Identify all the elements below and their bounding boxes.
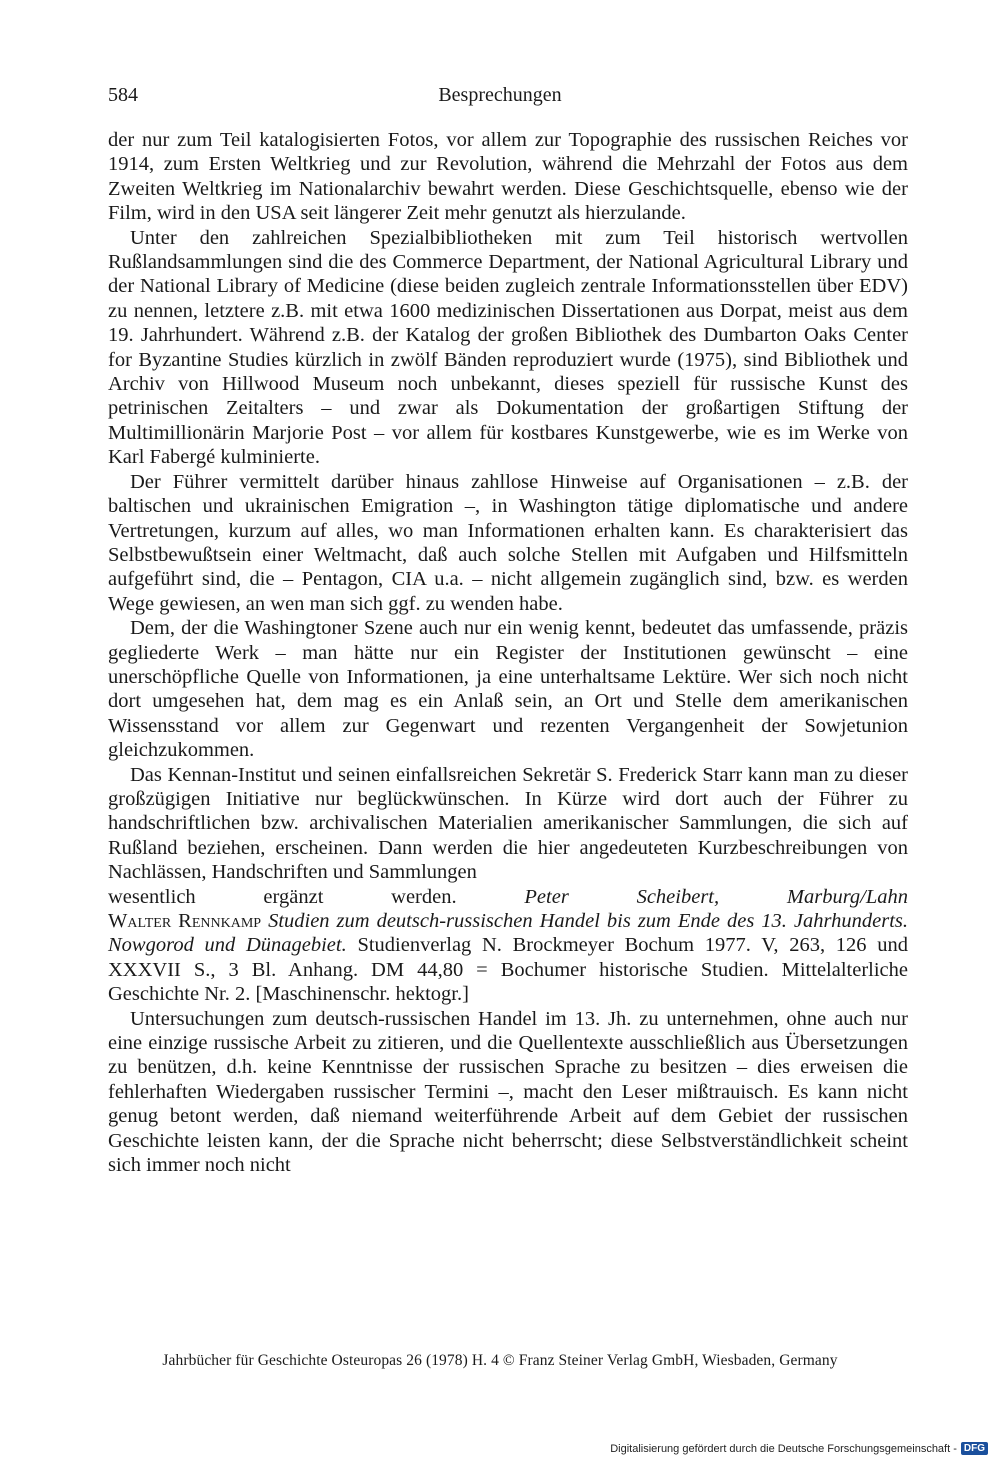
page-number: 584 bbox=[108, 84, 138, 106]
digitization-text: Digitalisierung gefördert durch die Deutsche Forschungsgemeinschaft - bbox=[610, 1442, 957, 1455]
paragraph-5-end: wesentlich ergänzt werden. bbox=[108, 885, 457, 908]
body-text bbox=[108, 128, 908, 1177]
review-author: Walter Rennkamp bbox=[108, 910, 262, 932]
paragraph-5-text: Das Kennan-Institut und seinen einfallsreichen Sekretär S. Frederick Starr kann man zu dieser großzügigen Initiative nur beglückwünschen. In Kürze wird dort auch der Führer zu handschriftlichen bzw. archivalischen Materialien amerikanischer Sammlungen, die sich auf Rußland beziehen, erscheinen. Dann werden die hier angedeuteten Kurzbeschreibungen von Nachlässen, Handschriften und Sammlungen bbox=[108, 763, 908, 884]
review-body: Untersuchungen zum deutsch-russischen Handel im 13. Jh. zu unternehmen, ohne auch nur eine einzige russische Arbeit zu zitieren, und die Quellentexte ausschließlich aus Übersetzungen zu benützen, d.h. keine Kenntnisse der russischen Sprache zu besitzen – dies erweisen die fehlerhaften Wiedergaben russischer Termini –, macht den Leser mißtrauisch. Es kann nicht genug betont werden, daß niemand weiterführende Arbeit auf dem Gebiet der russischen Geschichte leisten kann, der die Sprache nicht beherrscht; diese Selbstverständlichkeit scheint sich immer noch nicht bbox=[108, 1007, 908, 1177]
reviewer-signature: Peter Scheibert, Marburg/Lahn bbox=[524, 885, 909, 908]
paragraph-2: Unter den zahlreichen Spezialbibliotheken mit zum Teil historisch wertvollen Rußlandsammlungen sind die des Commerce Department, der National Agricultural Library und der National Library of Medicine (diese beiden zugleich zentrale Informationsstellen über EDV) zu nennen, letztere z.B. mit etwa 1600 medizinischen Dissertationen aus Dorpat, meist aus dem 19. Jahrhundert. Während z.B. der Katalog der großen Bibliothek des Dumbarton Oaks Center for Byzantine Studies kürzlich in zwölf Bänden reproduziert wurde (1975), sind Bibliothek und Archiv von Hillwood Museum noch unbekannt, dieses speziell für russische Kunst des petrinischen Zeitalters – und zwar als Dokumentation der großartigen Stiftung der Multimillionärin Marjorie Post – vor allem für kostbares Kunstgewerbe, wie es im Werke von Karl Fabergé kulminierte. bbox=[108, 226, 908, 469]
paragraph-5 bbox=[108, 763, 908, 885]
signature-line bbox=[108, 885, 908, 909]
dfg-logo-icon: DFG bbox=[961, 1442, 988, 1455]
running-head: Besprechungen bbox=[438, 84, 562, 106]
journal-footer: Jahrbücher für Geschichte Osteuropas 26 (1978) H. 4 © Franz Steiner Verlag GmbH, Wiesbaden, Germany bbox=[162, 1352, 838, 1369]
digitization-note bbox=[610, 1442, 988, 1455]
review-publication: Studienverlag N. Brockmeyer Bochum 1977. V, 263, 126 und XXXVII S., 3 Bl. Anhang. DM 44,80 = Bochumer historische Studien. Mittelalterliche Geschichte Nr. 2. [Maschinenschr. hektogr.] bbox=[108, 934, 908, 1006]
paragraph-4: Dem, der die Washingtoner Szene auch nur ein wenig kennt, bedeutet das umfassende, präzis gegliederte Werk – man hätte nur ein Register der Institutionen gewünscht – eine unerschöpfliche Quelle von Informationen, ja eine unterhaltsame Lektüre. Wer sich noch nicht dort umgesehen hat, dem mag es ein Anlaß sein, an Ort und Stelle dem amerikanischen Wissensstand vor allem zur Gegenwart und rezenten Vergangenheit der Sowjetunion gleichzukommen. bbox=[108, 617, 908, 762]
review-book-title: Studien zum deutsch-russischen Handel bis zum Ende des 13. Jahrhunderts. Nowgorod und Dünagebiet. bbox=[108, 910, 908, 957]
paragraph-1: der nur zum Teil katalogisierten Fotos, vor allem zur Topographie des russischen Reiches vor 1914, zum Ersten Weltkrieg und zur Revolution, während die Mehrzahl der Fotos aus dem Zweiten Weltkrieg im Nationalarchiv bewahrt werden. Diese Geschichtsquelle, ebenso wie der Film, wird in den USA seit längerer Zeit mehr genutzt als hierzulande. bbox=[108, 129, 908, 225]
paragraph-3: Der Führer vermittelt darüber hinaus zahllose Hinweise auf Organisationen – z.B. der baltischen und ukrainischen Emigration –, in Washington tätige diplomatische und andere Vertretungen, kurzum auf alles, wo man Informationen erhalten kann. Es charakterisiert das Selbstbewußtsein einer Weltmacht, daß auch solche Stellen mit Aufgaben und Hilfsmitteln aufgeführt sind, die – Pentagon, CIA u.a. – nicht allgemein zugänglich sind, bzw. es werden Wege gewiesen, an wen man sich ggf. zu wenden habe. bbox=[108, 470, 908, 615]
review-header bbox=[108, 909, 908, 1007]
